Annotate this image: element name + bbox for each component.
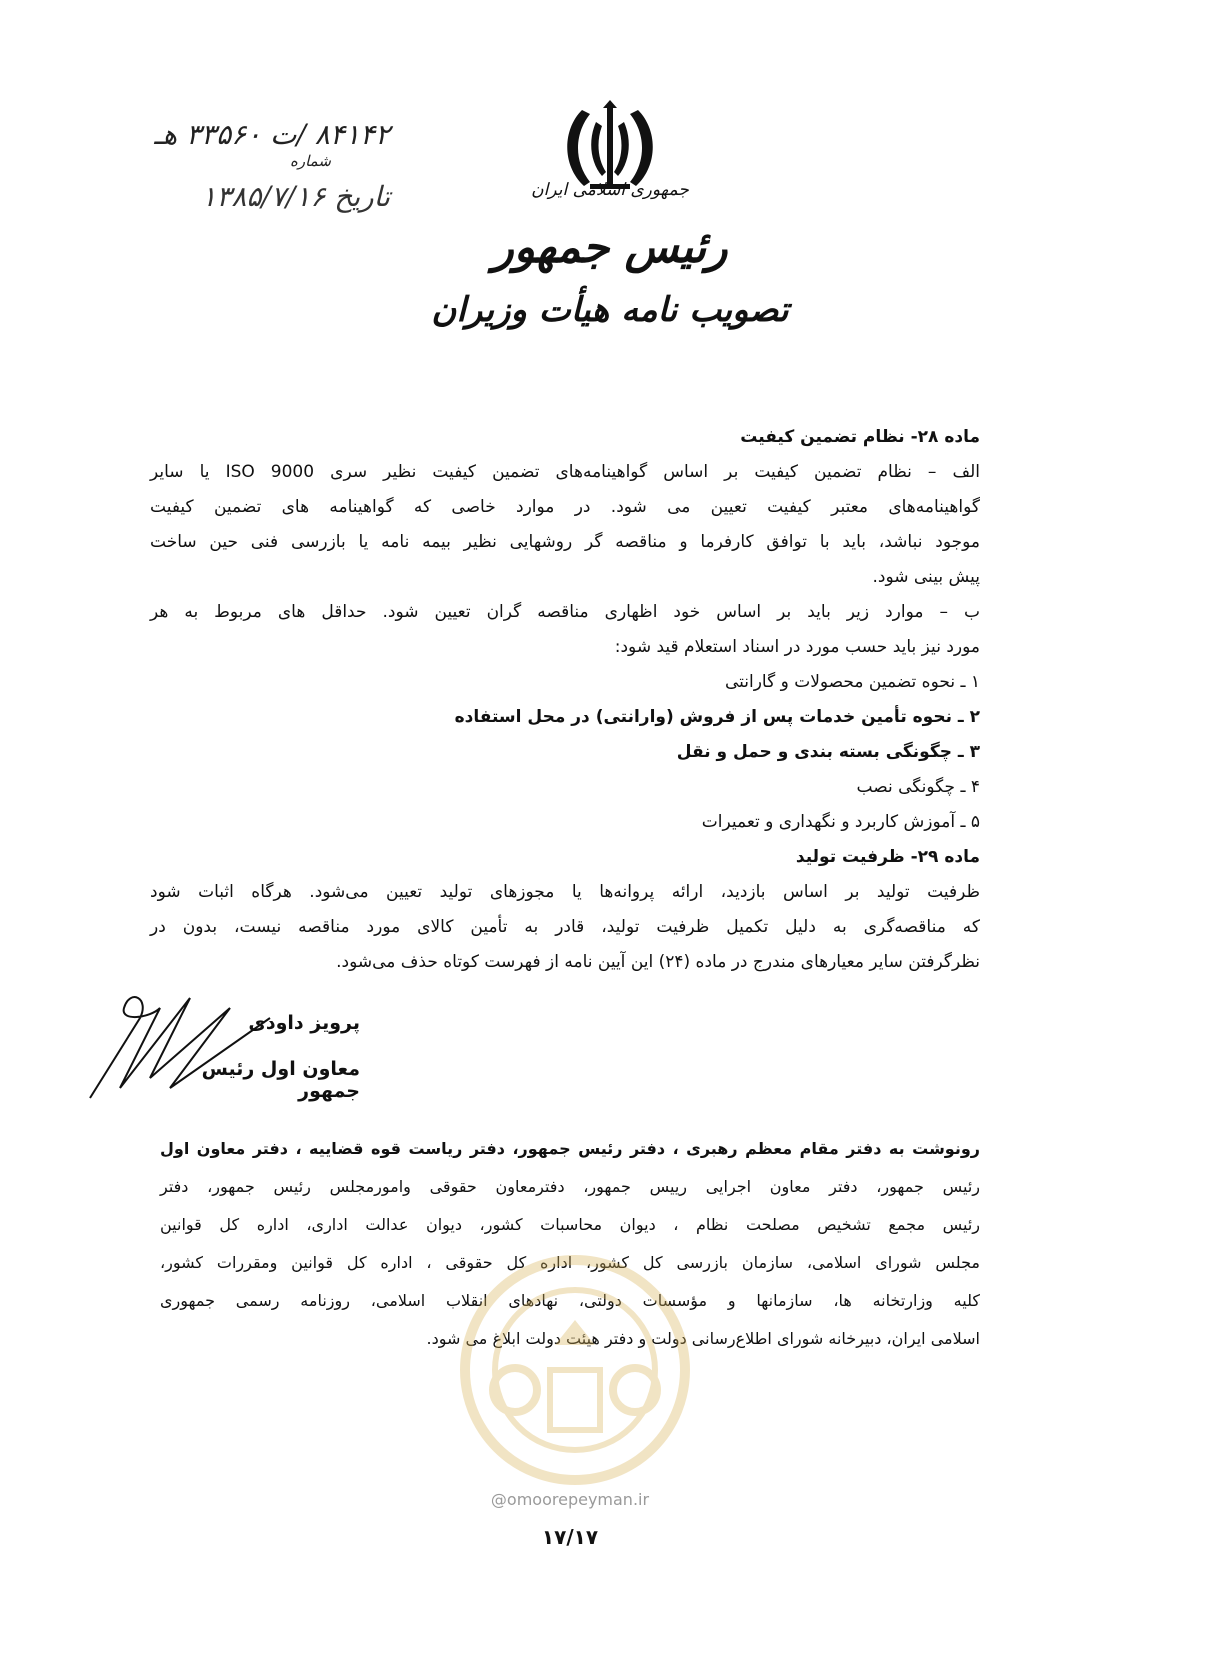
reference-number: ۸۴۱۴۲ /ت ۳۳۵۶۰ هـ [154, 118, 390, 151]
article-28-title: ماده ۲۸- نظام تضمین کیفیت [740, 427, 980, 447]
paragraph-line: ظرفیت تولید بر اساس بازدید، ارائه پروانه‌ها یا مجوزهای تولید تعیین می‌شود. هرگاه اثبات شود [150, 882, 980, 902]
watermark-seal-icon [455, 1250, 695, 1490]
page-number: ۱۷/۱۷ [541, 1525, 599, 1549]
watermark-site-label: @omoorepeyman.ir [490, 1490, 650, 1509]
list-item: ۳ ـ چگونگی بسته بندی و حمل و نقل [676, 742, 980, 762]
list-item: ۴ ـ چگونگی نصب [856, 777, 980, 797]
copies-line: مجلس شورای اسلامی، سازمان بازرسی کل کشور، اداره کل حقوقی ، اداره کل قوانین ومقررات کشور، [160, 1253, 980, 1272]
copies-line: رئیس جمهور، دفتر معاون اجرایی رییس جمهور، دفترمعاون حقوقی وامورمجلس رئیس جمهور، دفتر [160, 1177, 980, 1196]
paragraph-line: نظرگرفتن سایر معیارهای مندرج در ماده (۲۴) این آیین نامه از فهرست کوتاه حذف می‌شود. [336, 952, 980, 972]
reference-date: تاریخ ۱۳۸۵/۷/۱۶ [201, 180, 390, 213]
paragraph-line: ب – موارد زیر باید بر اساس خود اظهاری مناقصه گران تعیین شود. حداقل های مربوط به هر [150, 602, 980, 622]
list-item: ۱ ـ نحوه تضمین محصولات و گارانتی [724, 672, 980, 692]
president-heading: رئیس جمهور [492, 222, 728, 273]
paragraph-line: گواهینامه‌های معتبر کیفیت تعیین می شود. در موارد خاصی که گواهینامه های تضمین کیفیت [150, 497, 980, 517]
list-item: ۲ ـ نحوه تأمین خدمات پس از فروش (وارانتی) در محل استفاده [454, 707, 980, 727]
copies-line: رئیس مجمع تشخیص مصلحت نظام ، دیوان محاسبات کشور، دیوان عدالت اداری، اداره کل قوانین [160, 1215, 980, 1234]
paragraph-line: موجود نباشد، باید با توافق کارفرما و مناقصه گر روشهایی نظیر بیمه نامه یا بازرسی فنی حین ساخت [150, 532, 980, 552]
document-body [150, 420, 980, 980]
paragraph-line: الف – نظام تضمین کیفیت بر اساس گواهینامه‌های تضمین کیفیت نظیر سری ISO 9000 یا سایر [150, 462, 980, 482]
article-29-title: ماده ۲۹- ظرفیت تولید [795, 847, 980, 867]
country-name: جمهوری اسلامی ایران [531, 180, 689, 200]
reference-block [60, 118, 390, 228]
signer-title: معاون اول رئیس جمهور [201, 1058, 360, 1102]
list-item: ۵ ـ آموزش کاربرد و نگهداری و تعمیرات [701, 812, 980, 832]
copies-line: اسلامی ایران، دبیرخانه شورای اطلاع‌رسانی دولت و دفتر هیئت دولت ابلاغ می شود. [426, 1329, 980, 1348]
paragraph-line: پیش بینی شود. [872, 567, 980, 587]
signer-name: پرویز داودی [248, 1012, 360, 1034]
copies-line: رونوشت به دفتر مقام معظم رهبری ، دفتر رئیس جمهور، دفتر ریاست قوه قضاییه ، دفتر معاون اول [160, 1139, 980, 1158]
paragraph-line: که مناقصه‌گری به دلیل تکمیل ظرفیت تولید، قادر به تأمین کالای مورد مناقصه نیست، بدون در [150, 917, 980, 937]
paragraph-line: مورد نیز باید حسب مورد در اسناد استعلام قید شود: [614, 637, 980, 657]
copies-line: کلیه وزارتخانه ها، سازمانها و مؤسسات دولتی، نهادهای انقلاب اسلامی، روزنامه رسمی جمهوری [160, 1291, 980, 1310]
reference-number-label: شماره [290, 152, 331, 170]
cabinet-approval-heading: تصویب نامه هیأت وزیران [431, 290, 789, 330]
